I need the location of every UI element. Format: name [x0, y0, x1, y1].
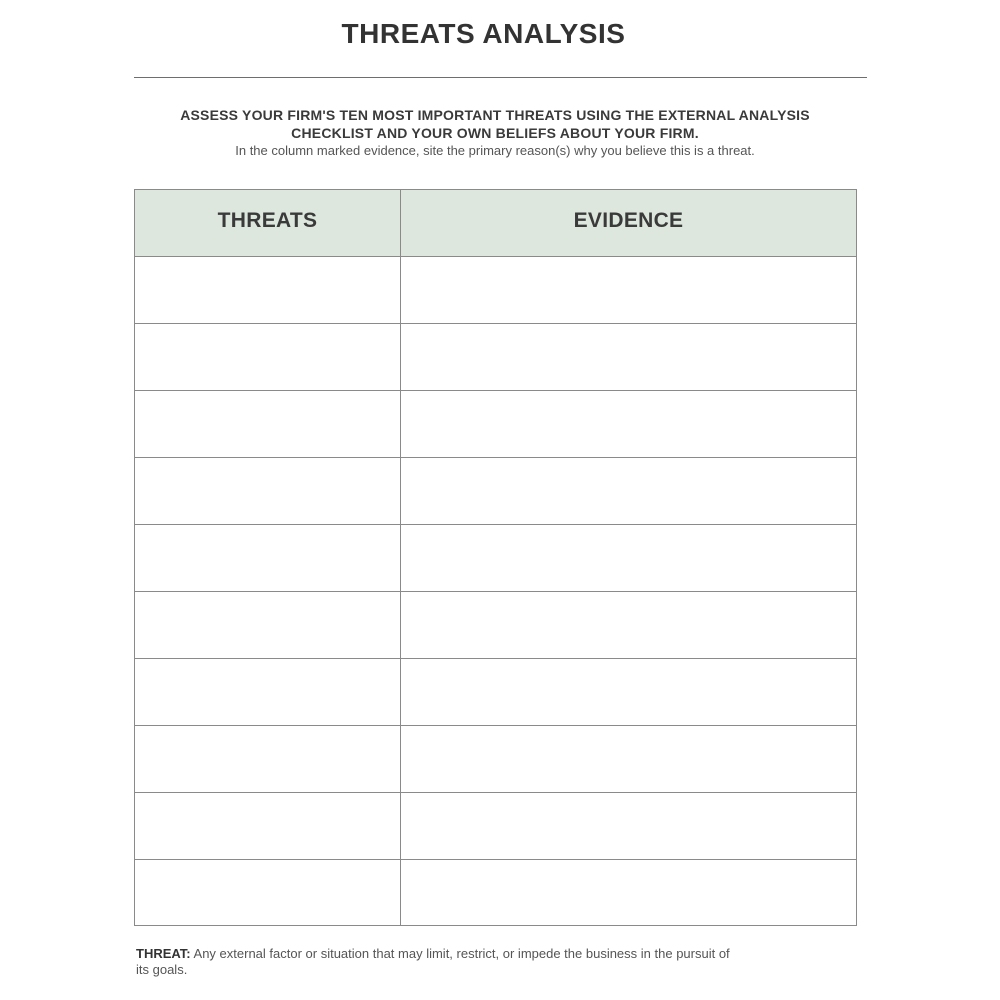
table-row — [135, 324, 856, 391]
threat-cell[interactable] — [135, 659, 401, 725]
threat-cell[interactable] — [135, 525, 401, 591]
table-row — [135, 525, 856, 592]
evidence-cell[interactable] — [401, 793, 856, 859]
threat-cell[interactable] — [135, 592, 401, 658]
evidence-cell[interactable] — [401, 257, 856, 323]
threat-cell[interactable] — [135, 257, 401, 323]
table-row — [135, 659, 856, 726]
instructions-block — [134, 106, 856, 160]
threat-cell[interactable] — [135, 391, 401, 457]
evidence-cell[interactable] — [401, 592, 856, 658]
table-row — [135, 592, 856, 659]
table-header-row — [135, 190, 856, 257]
threat-cell[interactable] — [135, 324, 401, 390]
threats-table — [134, 189, 857, 926]
definition-footnote — [136, 946, 736, 978]
table-row — [135, 726, 856, 793]
evidence-cell[interactable] — [401, 860, 856, 925]
table-row — [135, 257, 856, 324]
threat-cell[interactable] — [135, 793, 401, 859]
threat-cell[interactable] — [135, 458, 401, 524]
threat-cell[interactable] — [135, 726, 401, 792]
table-row — [135, 458, 856, 525]
header-evidence: EVIDENCE — [573, 209, 684, 232]
instructions-line-2: CHECKLIST AND YOUR OWN BELIEFS ABOUT YOUR FIRM. — [291, 125, 699, 141]
threat-cell[interactable] — [135, 860, 401, 925]
title-divider — [134, 77, 867, 78]
evidence-cell[interactable] — [401, 659, 856, 725]
header-threats: THREATS — [135, 190, 401, 256]
table-row — [135, 793, 856, 860]
table-row — [135, 860, 856, 925]
evidence-cell[interactable] — [401, 525, 856, 591]
evidence-cell[interactable] — [401, 324, 856, 390]
evidence-cell[interactable] — [401, 391, 856, 457]
instructions-subtext: In the column marked evidence, site the primary reason(s) why you believe this is a threat. — [235, 143, 755, 158]
page-title: THREATS ANALYSIS — [341, 18, 626, 49]
table-row — [135, 391, 856, 458]
footnote-term: THREAT: — [136, 946, 191, 961]
instructions-line-1: ASSESS YOUR FIRM'S TEN MOST IMPORTANT THREATS USING THE EXTERNAL ANALYSIS — [180, 107, 810, 123]
evidence-cell[interactable] — [401, 726, 856, 792]
footnote-definition: Any external factor or situation that may limit, restrict, or impede the business in the pursuit of its goals. — [136, 946, 730, 977]
evidence-cell[interactable] — [401, 458, 856, 524]
